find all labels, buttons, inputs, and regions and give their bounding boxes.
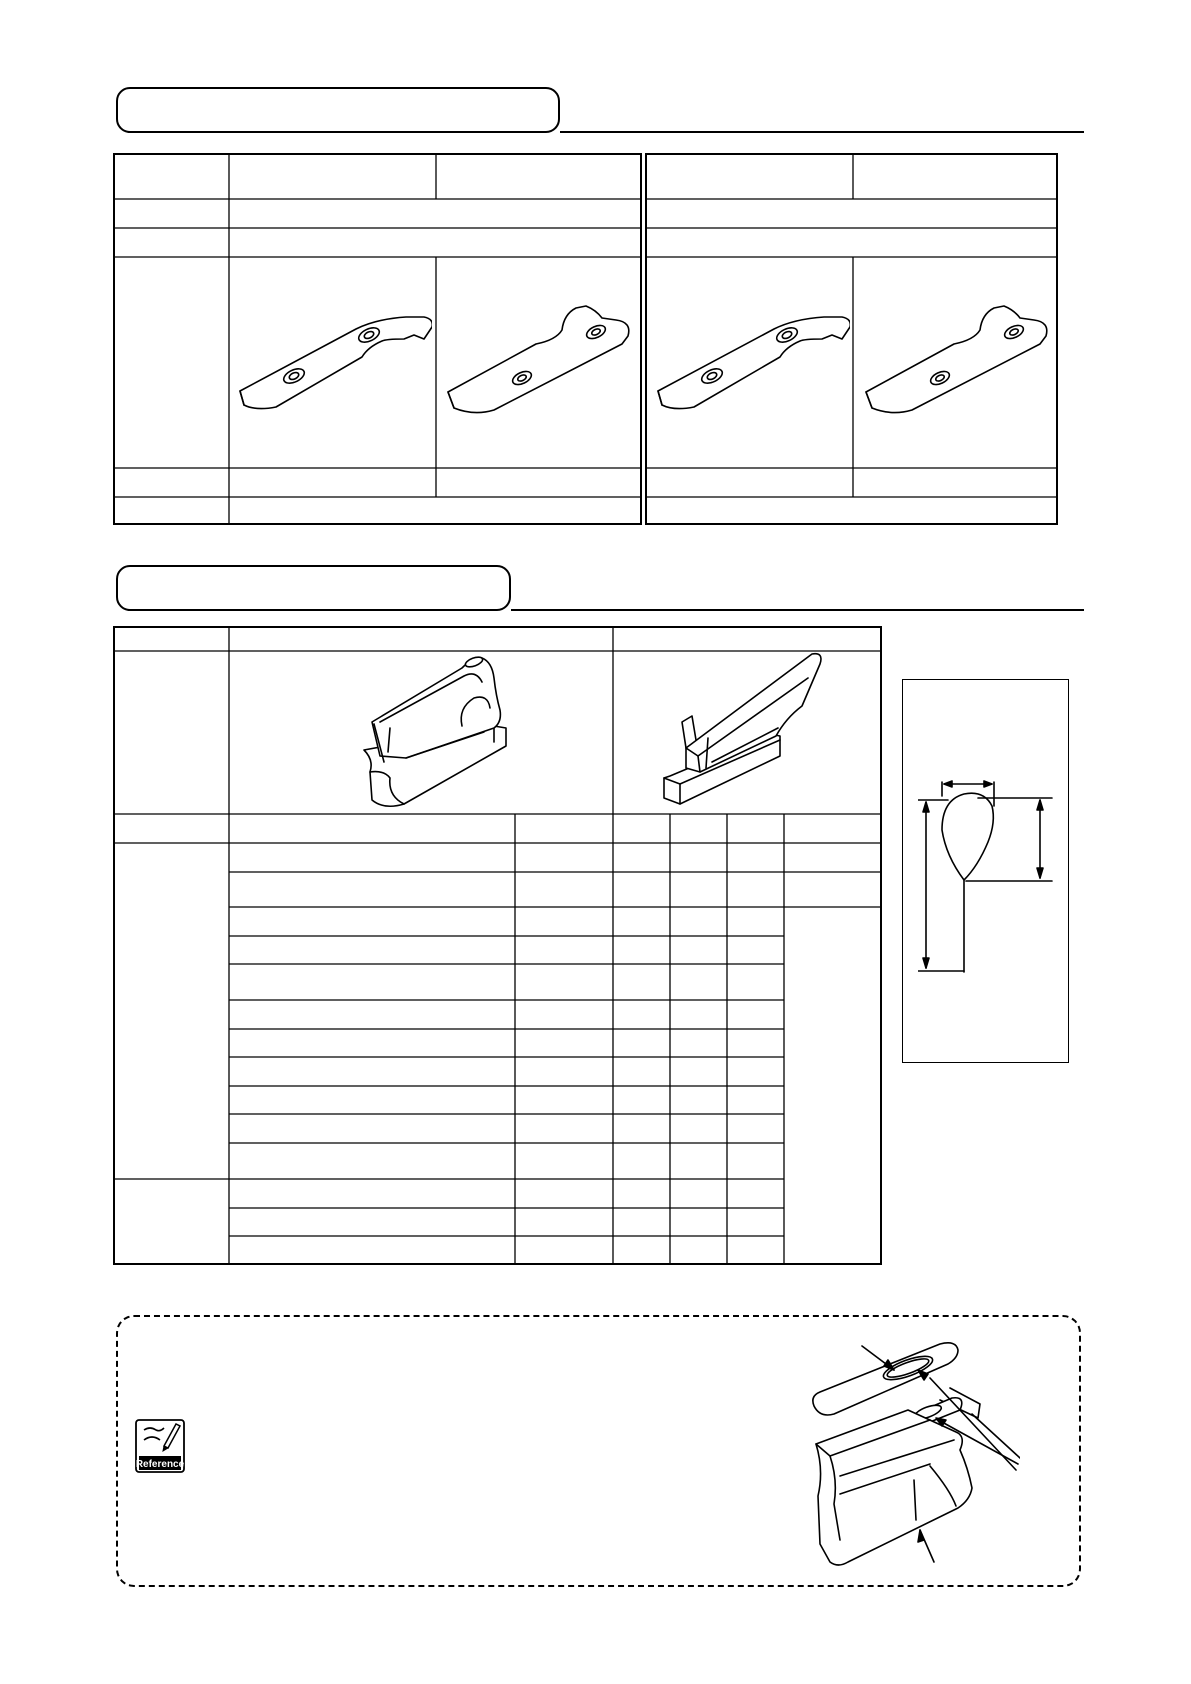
buttonhole-shape-icon (918, 770, 1058, 980)
reference-icon-label: Reference (135, 1459, 185, 1470)
knife-assembly-icon (810, 1340, 1020, 1574)
reference-icon (134, 1418, 186, 1474)
cutter-block-a-icon (344, 652, 516, 812)
cutter-block-b-icon (660, 652, 830, 812)
